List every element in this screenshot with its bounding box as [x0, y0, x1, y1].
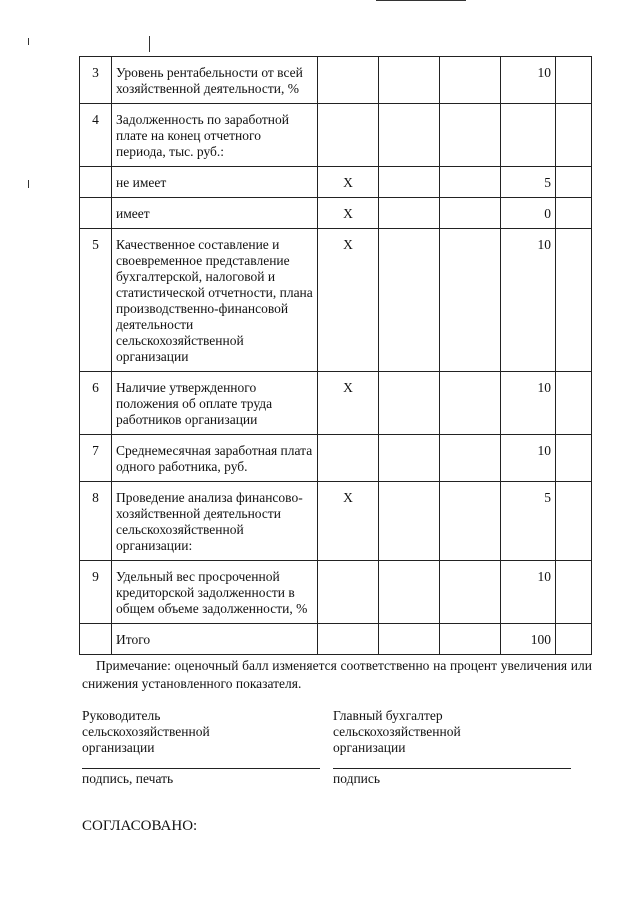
row-blank [440, 561, 501, 624]
row-mark: X [318, 229, 379, 372]
row-blank [440, 198, 501, 229]
row-number: 5 [80, 229, 112, 372]
criteria-table [79, 56, 592, 655]
row-blank [379, 561, 440, 624]
row-blank [556, 167, 592, 198]
row-score: 0 [501, 198, 556, 229]
row-number: 8 [80, 482, 112, 561]
scan-mark-left-1 [28, 38, 29, 45]
row-score: 5 [501, 482, 556, 561]
table-row [80, 167, 592, 198]
signature-left-title: Руководитель сельскохозяйственной организации [82, 708, 210, 755]
row-score: 100 [501, 624, 556, 655]
table-row [80, 561, 592, 624]
scan-mark-col [149, 36, 150, 52]
row-score: 10 [501, 435, 556, 482]
table-row [80, 57, 592, 104]
row-number: 9 [80, 561, 112, 624]
row-score: 10 [501, 561, 556, 624]
row-blank [379, 198, 440, 229]
row-blank [379, 624, 440, 655]
row-mark: X [318, 167, 379, 198]
row-indicator: Итого [112, 624, 318, 655]
row-score: 10 [501, 229, 556, 372]
table-row [80, 372, 592, 435]
row-blank [379, 229, 440, 372]
row-blank [556, 57, 592, 104]
row-number [80, 624, 112, 655]
row-blank [379, 167, 440, 198]
row-blank [379, 482, 440, 561]
signature-right-caption: подпись [333, 771, 381, 786]
row-blank [556, 229, 592, 372]
row-blank [556, 435, 592, 482]
table-row [80, 198, 592, 229]
row-number: 3 [80, 57, 112, 104]
row-blank [440, 57, 501, 104]
row-score [501, 104, 556, 167]
row-mark [318, 561, 379, 624]
row-blank [379, 435, 440, 482]
signature-left-caption: подпись, печать [82, 771, 174, 786]
row-indicator: не имеет [112, 167, 318, 198]
row-score: 10 [501, 57, 556, 104]
row-number [80, 198, 112, 229]
signature-left-line [82, 768, 320, 769]
row-blank [556, 198, 592, 229]
row-indicator: Наличие утвержденного положения об оплате труда работников организации [112, 372, 318, 435]
scan-mark-top [376, 0, 466, 1]
table-row [80, 104, 592, 167]
row-mark [318, 624, 379, 655]
row-blank [440, 435, 501, 482]
row-blank [440, 482, 501, 561]
footnote: Примечание: оценочный балл изменяется соответственно на процент увеличения или снижения установленного показателя. [82, 658, 592, 691]
row-blank [440, 624, 501, 655]
signature-right-title: Главный бухгалтер сельскохозяйственной организации [333, 708, 461, 755]
row-blank [440, 104, 501, 167]
row-mark: X [318, 482, 379, 561]
row-indicator: Проведение анализа финансово-хозяйственной деятельности сельскохозяйственной организации: [112, 482, 318, 561]
row-blank [556, 104, 592, 167]
row-blank [379, 57, 440, 104]
row-indicator: Качественное составление и своевременное представление бухгалтерской, налоговой и статистической отчетности, плана производственно-финансовой деятельности сельскохозяйственной организации [112, 229, 318, 372]
row-indicator: Удельный вес просроченной кредиторской задолженности в общем объеме задолженности, % [112, 561, 318, 624]
row-blank [379, 104, 440, 167]
row-mark [318, 57, 379, 104]
row-blank [556, 372, 592, 435]
row-indicator: имеет [112, 198, 318, 229]
row-indicator: Уровень рентабельности от всей хозяйственной деятельности, % [112, 57, 318, 104]
row-indicator: Задолженность по заработной плате на конец отчетного периода, тыс. руб.: [112, 104, 318, 167]
row-blank [379, 372, 440, 435]
row-blank [440, 167, 501, 198]
row-blank [440, 229, 501, 372]
row-score: 10 [501, 372, 556, 435]
row-blank [440, 372, 501, 435]
row-blank [556, 482, 592, 561]
row-indicator: Среднемесячная заработная плата одного работника, руб. [112, 435, 318, 482]
row-number: 4 [80, 104, 112, 167]
row-blank [556, 624, 592, 655]
table-row [80, 482, 592, 561]
table-row [80, 624, 592, 655]
row-mark [318, 435, 379, 482]
signature-right-line [333, 768, 571, 769]
row-mark: X [318, 198, 379, 229]
row-number: 6 [80, 372, 112, 435]
row-number: 7 [80, 435, 112, 482]
approved-heading: СОГЛАСОВАНО: [82, 818, 198, 834]
row-number [80, 167, 112, 198]
table-row [80, 229, 592, 372]
row-mark [318, 104, 379, 167]
scan-mark-left-2 [28, 180, 29, 188]
row-blank [556, 561, 592, 624]
row-score: 5 [501, 167, 556, 198]
table-row [80, 435, 592, 482]
row-mark: X [318, 372, 379, 435]
